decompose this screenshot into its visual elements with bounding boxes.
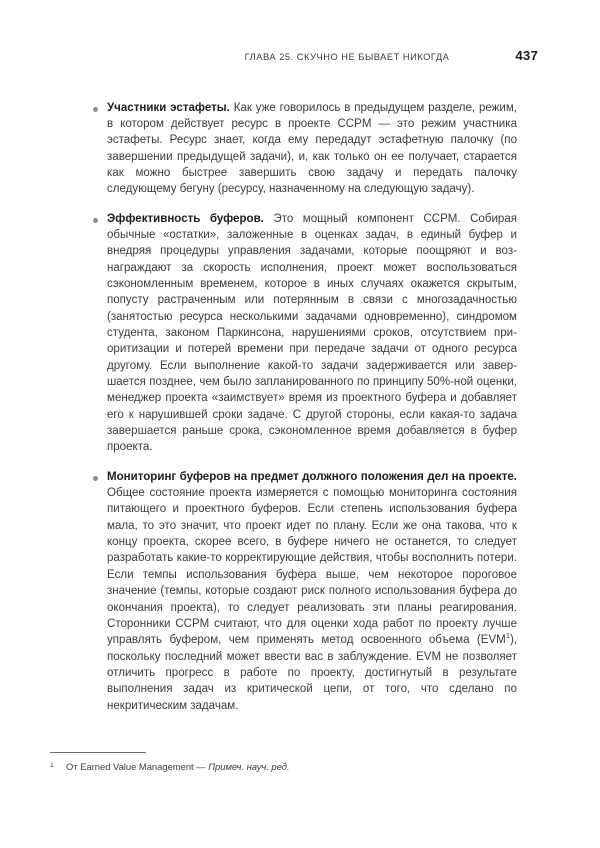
paragraph-body-tail: ), поскольку последний может ввести вас в заблуждение. EVM не позволяет отличить прогресс в работе по проекту, достигнутый в результате выполнения задач из критической цепи, от того, что сделано по некритическим задачам.: [107, 634, 517, 712]
footnote-reference[interactable]: 1: [505, 631, 510, 641]
footnote-area: [50, 752, 520, 773]
footnote-separator-rule: [50, 752, 146, 753]
paragraph-body: Как уже говорилось в предыдущем разделе, режим, в котором действует ресурс в проекте CCPM — это режим участника эстафеты. Ресурс знает, когда ему передадут эстафетную палочку (по завершении предыдущей задачи), и, как только он ее получает, старается как можно быстрее завершить свою задачу и передать палочку следующему бегуну (ресурсу, назначенному на следующую задачу).: [107, 101, 517, 196]
running-head-title: ГЛАВА 25. СКУЧНО НЕ БЫВАЕТ НИКОГДА: [244, 52, 450, 62]
bullet-dot-icon: [93, 107, 98, 112]
list-item: [93, 211, 517, 456]
running-head: [84, 48, 538, 66]
footnote-text-italic: Примеч. науч. ред.: [208, 761, 290, 772]
lead-in-term: Мониторинг буферов на предмет должного положения дел на проекте.: [107, 470, 517, 483]
bullet-dot-icon: [93, 476, 98, 481]
list-item: [93, 469, 517, 714]
list-item: [93, 100, 517, 198]
footnote: 1 От Earned Value Management — Примеч. науч. ред.: [50, 761, 290, 772]
bullet-dot-icon: [93, 218, 98, 223]
footnote-text: [66, 760, 290, 773]
paragraph-body: Общее состояние проекта измеряется с помощью мониторинга состояния питающего и проектного буферов. Если степень использования буфера мала, то это значит, что проект идет по плану. Если же она такова, что к концу проекта, скорее всего, в буфере ничего не останется, то следует разработать какие-то корректирующие действия, чтобы восполнить потери. Если темпы использования буфера выше, чем некоторое пороговое значение (темпы, которые создают риск полного использования буфера до окончания проекта), то следует реализовать эти планы реагирования. Сторонники CCPM считают, что для оценки хода работ по проекту лучше управлять буфером, чем применять метод освоенного объема (EVM: [107, 487, 517, 647]
footnote-text-plain: От Earned Value Management —: [66, 761, 209, 772]
lead-in-term: Участники эстафеты.: [107, 101, 230, 114]
page-number: 437: [515, 48, 538, 63]
paragraph-body: Это мощный компонент CCPM. Собирая обычные «остатки», заложенные в оценках задач, в единый буфер и внедряя процедуры управления задачами, которые поощряют и вознаграждают за скорость исполнения, проект может воспользоваться сэкономленным временем, которое в иных случаях окажется скрытым, попусту растраченным или потерянным в связи с многозадачностью (занятостью ресурса несколькими задачами одновременно), синдромом студента, законом Паркинсона, нарушениями сроков, отсутствием приоритизации и потерей времени при передаче задачи от одного ресурса другому. Если выполнение какой-то задачи задерживается или завершается позднее, чем было запланированного по принципу 50%-ной оценки, менеджер проекта «заимствует» время из проектного буфера и добавляет его к нарушившей сроки задаче. С другой стороны, если какая-то задача завершается раньше срока, сэкономленное время добавляется в буфер проекта.: [107, 212, 517, 454]
lead-in-term: Эффективность буферов.: [107, 212, 264, 225]
paragraph-buffer-monitoring: [107, 469, 517, 714]
paragraph-participants: [107, 100, 517, 198]
paragraph-buffer-efficiency: [107, 211, 517, 456]
body-text-column: [93, 88, 517, 725]
